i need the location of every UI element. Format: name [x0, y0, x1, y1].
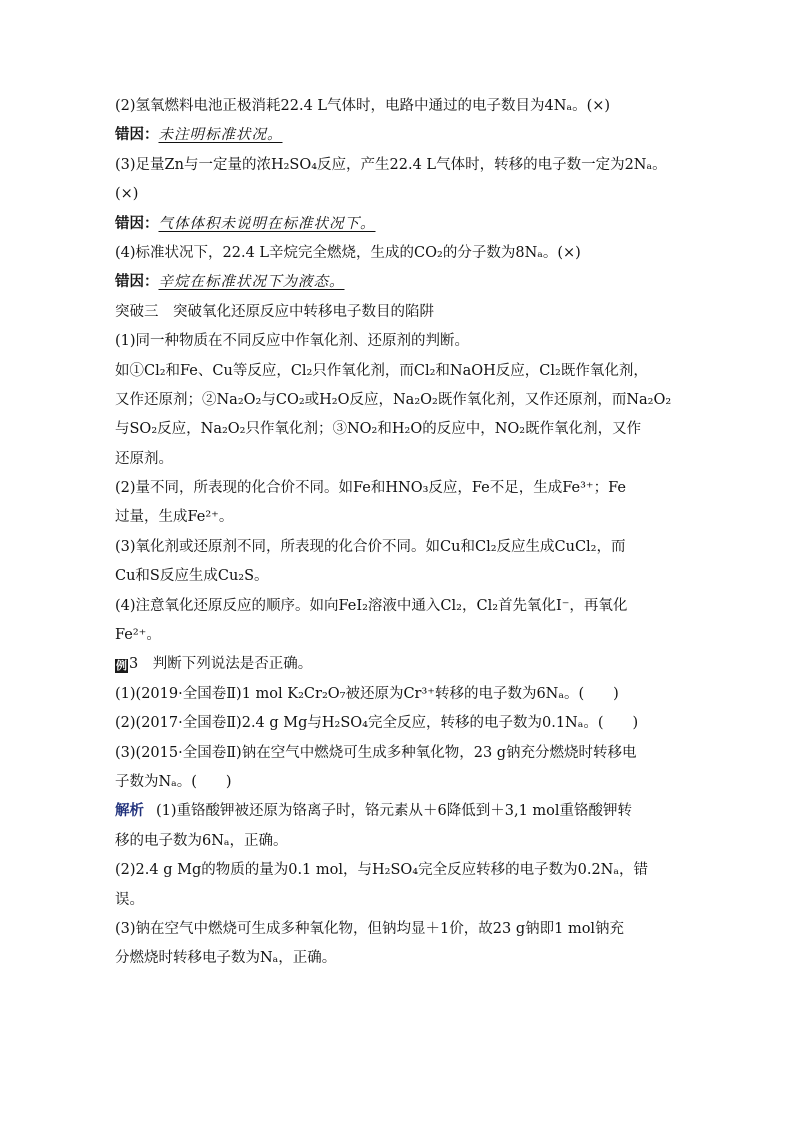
- text-line: 子数为Nₐ。( ): [115, 773, 232, 790]
- text-line: 又作还原剂；②Na₂O₂与CO₂或H₂O反应，Na₂O₂既作氧化剂，又作还原剂，而Na₂O₂: [115, 391, 672, 408]
- error-reason-line: [115, 214, 681, 234]
- document-body: [115, 96, 681, 978]
- text-line: (2)(2017·全国卷Ⅱ)2.4 g Mg与H₂SO₄完全反应，转移的电子数为0.1Nₐ。( ): [115, 715, 639, 732]
- error-label: 错因：: [115, 273, 159, 291]
- error-reason-line: [115, 272, 681, 292]
- text-line: (1)(2019·全国卷Ⅱ)1 mol K₂Cr₂O₇被还原为Cr³⁺转移的电子数为6Nₐ。( ): [115, 685, 619, 702]
- error-reason-text: 未注明标准状况。: [158, 127, 283, 144]
- text-line: Cu和S反应生成Cu₂S。: [115, 568, 269, 585]
- example-heading: [115, 654, 681, 674]
- example-badge: 例: [116, 659, 127, 673]
- text-line: (2)氢氧燃料电池正极消耗22.4 L气体时，电路中通过的电子数目为4Nₐ。(×): [115, 98, 611, 114]
- error-reason-text: 辛烷在标准状况下为液态。: [158, 274, 345, 291]
- analysis-label: 解析: [115, 802, 144, 820]
- analysis-line: [115, 801, 681, 821]
- text-line: (2)量不同，所表现的化合价不同。如Fe和HNO₃反应，Fe不足，生成Fe³⁺；Fe: [115, 480, 626, 497]
- error-reason-text: 气体体积未说明在标准状况下。: [158, 215, 376, 232]
- text-line: (3)(2015·全国卷Ⅱ)钠在空气中燃烧可生成多种氧化物，23 g钠充分燃烧时转移电: [115, 744, 637, 761]
- example-number: 3: [129, 656, 139, 673]
- text-line: 与SO₂反应，Na₂O₂只作氧化剂；③NO₂和H₂O的反应中，NO₂既作氧化剂，又作: [115, 421, 642, 438]
- text-line: (3)钠在空气中燃烧可生成多种氧化物，但钠均显＋1价，故23 g钠即1 mol钠充: [115, 920, 625, 937]
- text-line: 如①Cl₂和Fe、Cu等反应，Cl₂只作氧化剂，而Cl₂和NaOH反应，Cl₂既作氧化剂，: [115, 362, 648, 379]
- example-text: 判断下列说法是否正确。: [138, 656, 313, 673]
- text-line: (4)标准状况下，22.4 L辛烷完全燃烧，生成的CO₂的分子数为8Nₐ。(×): [115, 244, 581, 261]
- text-line: 移的电子数为6Nₐ，正确。: [115, 832, 288, 849]
- text-line: 过量，生成Fe²⁺。: [115, 509, 234, 526]
- analysis-text: (1)重铬酸钾被还原为铬离子时，铬元素从＋6降低到＋3,1 mol重铬酸钾转: [156, 803, 633, 820]
- text-line: 突破三 突破氧化还原反应中转移电子数目的陷阱: [115, 303, 434, 320]
- text-line: 还原剂。: [115, 450, 173, 467]
- text-line: 误。: [115, 891, 144, 908]
- text-line: Fe²⁺。: [115, 627, 161, 644]
- text-line: (2)2.4 g Mg的物质的量为0.1 mol，与H₂SO₄完全反应转移的电子数为0.2Nₐ，错: [115, 862, 648, 879]
- text-line: (3)氧化剂或还原剂不同，所表现的化合价不同。如Cu和Cl₂反应生成CuCl₂，而: [115, 538, 626, 555]
- text-line: (×): [115, 186, 139, 203]
- text-line: 分燃烧时转移电子数为Nₐ，正确。: [115, 950, 337, 967]
- error-reason-line: [115, 125, 681, 145]
- error-label: 错因：: [115, 126, 159, 144]
- text-line: (1)同一种物质在不同反应中作氧化剂、还原剂的判断。: [115, 333, 470, 350]
- error-label: 错因：: [115, 214, 159, 232]
- text-line: (3)足量Zn与一定量的浓H₂SO₄反应，产生22.4 L气体时，转移的电子数一定为2Nₐ。: [115, 156, 667, 173]
- text-line: (4)注意氧化还原反应的顺序。如向FeI₂溶液中通入Cl₂，Cl₂首先氧化I⁻，再氧化: [115, 597, 628, 614]
